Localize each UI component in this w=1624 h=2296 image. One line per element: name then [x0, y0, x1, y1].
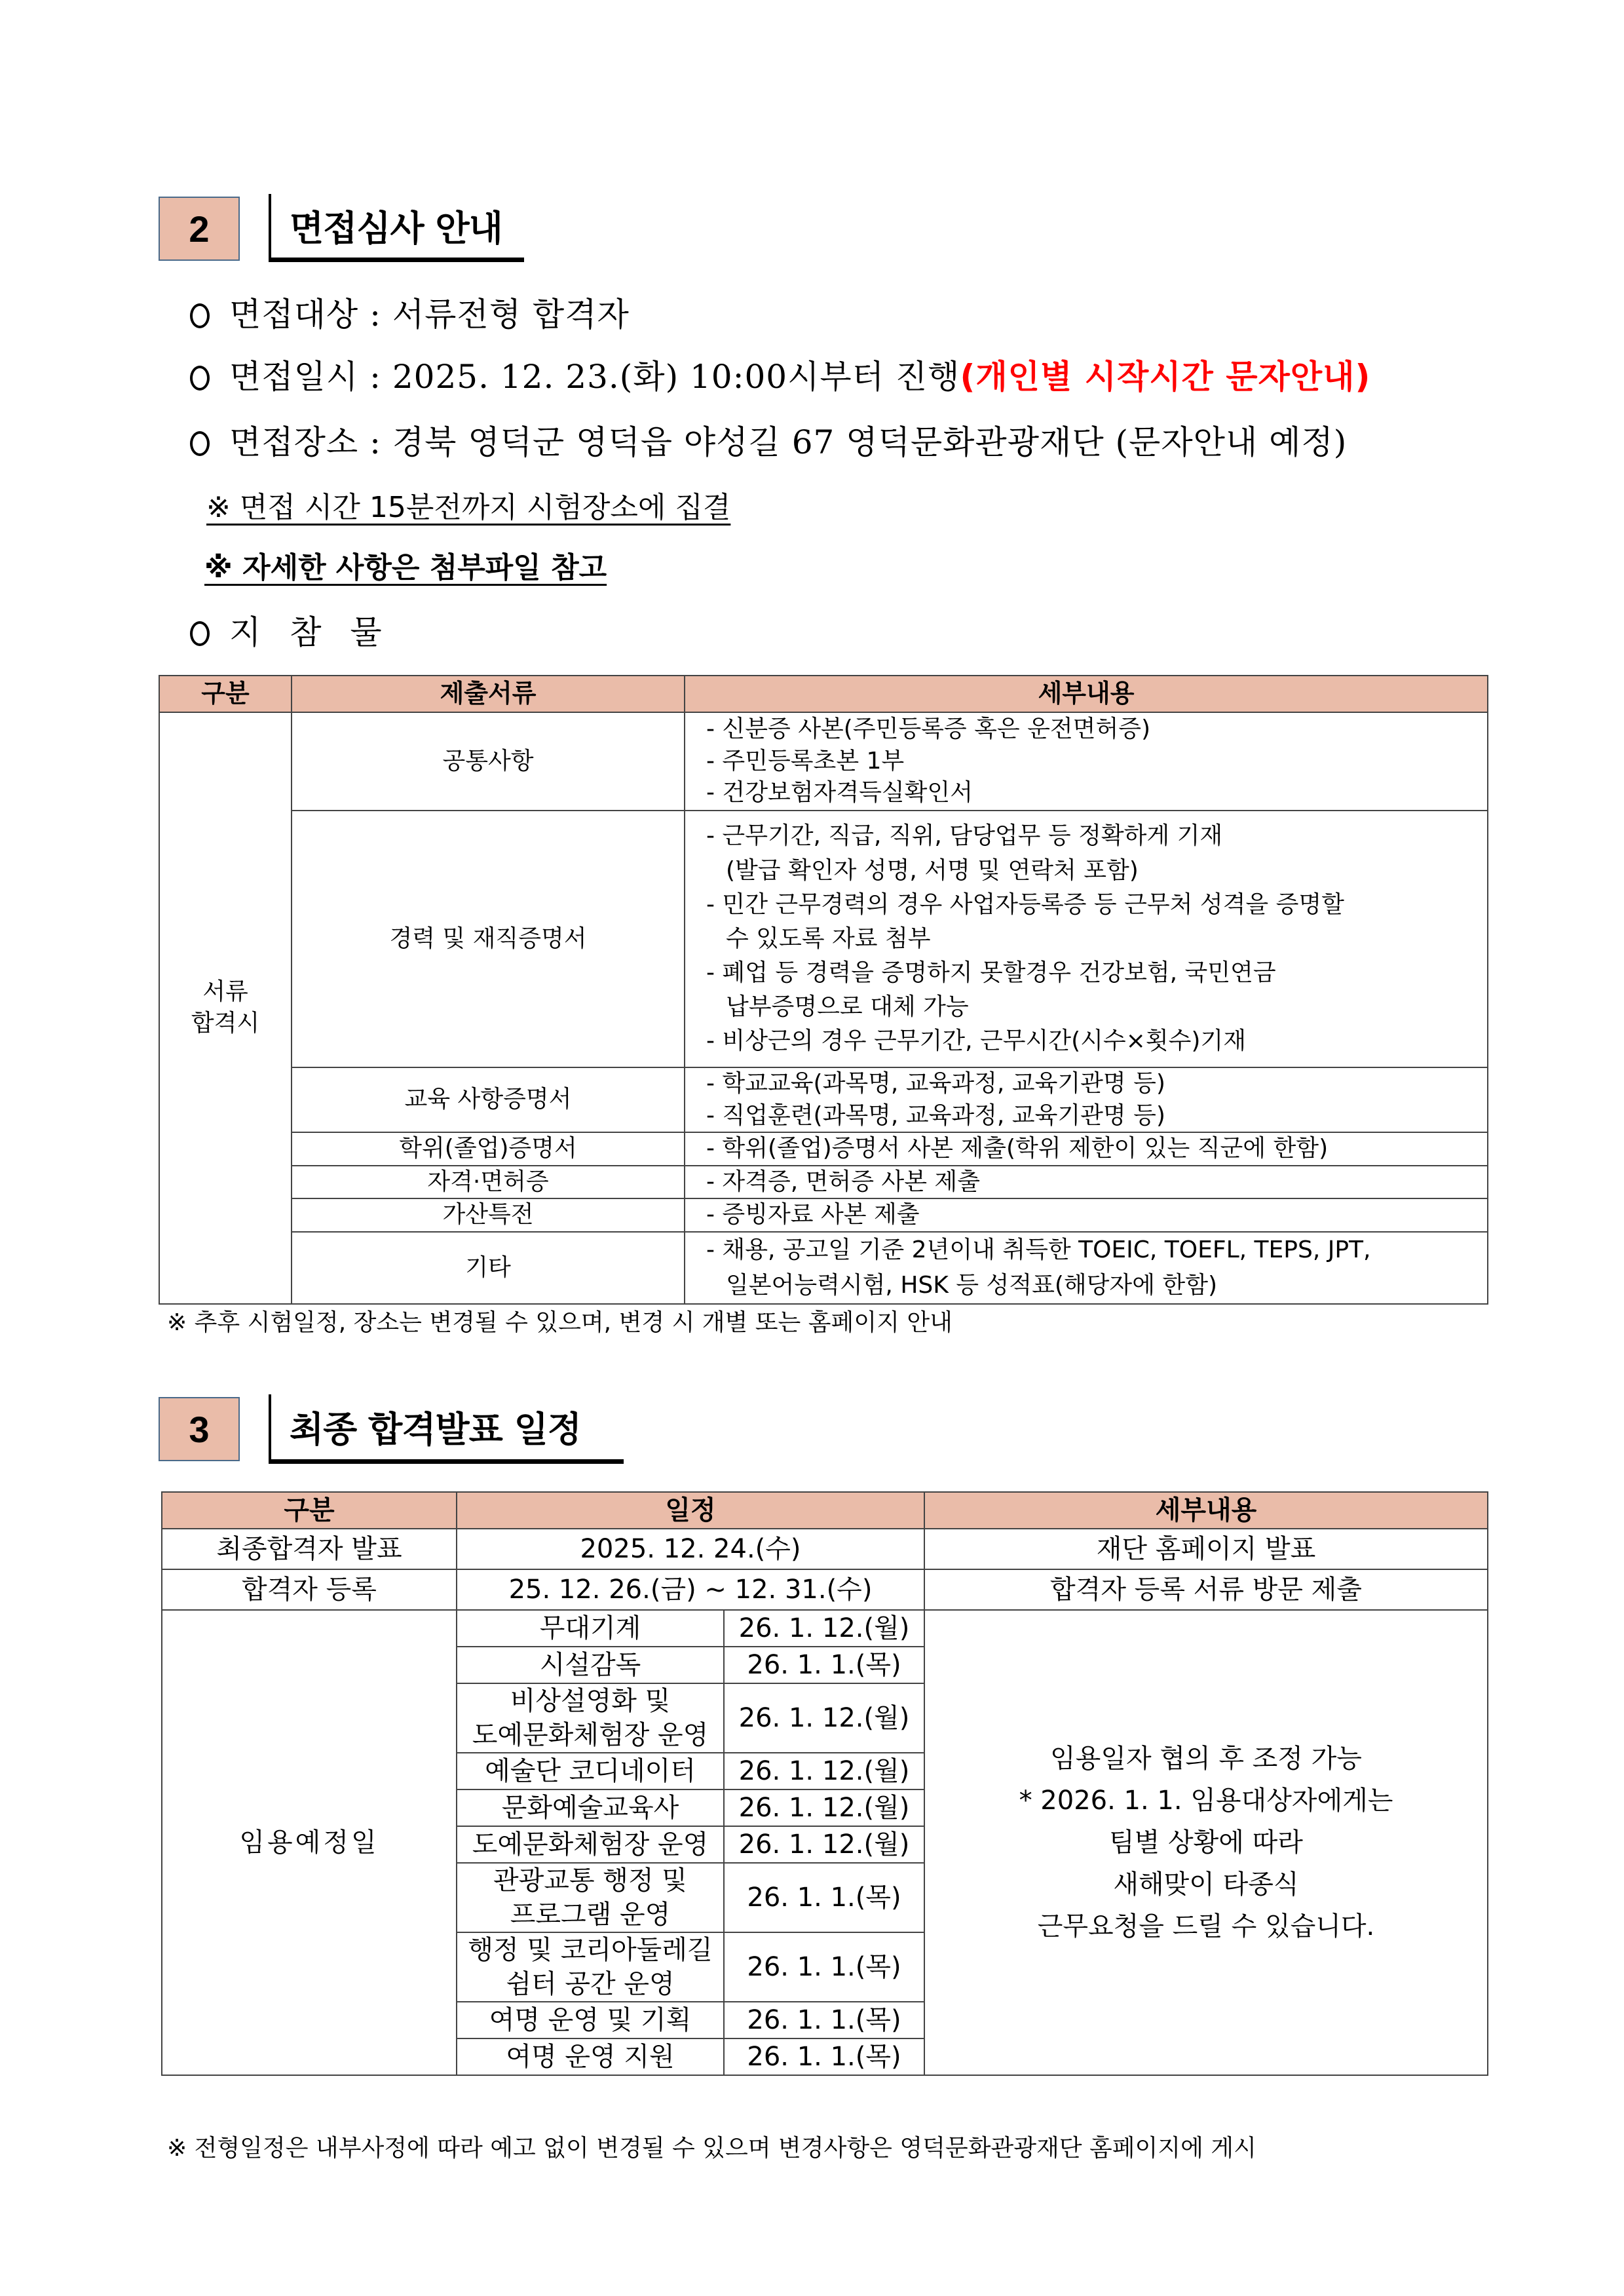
bullet-text: 면접대상 : 서류전형 합격자	[229, 296, 630, 334]
table-row	[159, 1067, 1488, 1132]
detail-cell: 재단 홈페이지 발표	[924, 1529, 1488, 1569]
doc-details	[685, 1198, 1488, 1232]
note-assembly-time: ※ 면접 시간 15분전까지 시험장소에 집결	[206, 491, 731, 524]
appointment-detail-cell	[924, 1610, 1488, 2075]
doc-name: 경력 및 재직증명서	[292, 811, 685, 1067]
doc-details	[685, 1067, 1488, 1132]
table-row	[159, 1166, 1488, 1199]
position-name: 도예문화체험장 운영	[457, 1826, 724, 1863]
footnote-schedule-notice: ※ 전형일정은 내부사정에 따라 예고 없이 변경될 수 있으며 변경사항은 영덕문화관광재단 홈페이지에 게시	[167, 2135, 1256, 2162]
detail-line: (발급 확인자 성명, 서명 및 연락처 포함)	[726, 856, 1139, 884]
table-row	[162, 1529, 1488, 1569]
circle-bullet-icon	[190, 366, 210, 391]
detail-line: 수 있도록 자료 첨부	[726, 925, 931, 952]
table-row	[162, 1610, 1488, 1647]
supplies-table	[159, 675, 1488, 1305]
doc-name: 교육 사항증명서	[292, 1067, 685, 1132]
detail-line: - 주민등록초본 1부	[706, 747, 905, 775]
section-number: 2	[189, 208, 210, 250]
bullet-interview-target	[190, 288, 630, 335]
name-line: 관광교통 행정 및	[493, 1866, 687, 1896]
header-details: 세부내용	[924, 1492, 1488, 1529]
final-schedule-table	[161, 1491, 1488, 2076]
doc-details	[685, 1132, 1488, 1166]
table-row	[159, 1232, 1488, 1304]
group-label: 서류	[202, 978, 248, 1005]
group-label: 합격시	[191, 1010, 260, 1037]
bullet-interview-datetime	[190, 351, 1370, 398]
doc-details	[685, 1166, 1488, 1199]
header-category: 구분	[162, 1492, 457, 1529]
position-date: 26. 1. 1.(목)	[724, 1647, 924, 1683]
position-name: 여명 운영 및 기획	[457, 2002, 724, 2038]
section-title-text: 면접심사 안내	[290, 208, 502, 249]
doc-details	[685, 712, 1488, 811]
position-date: 26. 1. 12.(월)	[724, 1610, 924, 1647]
footnote-schedule-change: ※ 추후 시험일정, 장소는 변경될 수 있으며, 변경 시 개별 또는 홈페이지 안내	[167, 1309, 953, 1336]
bullet-text: 지 참 물	[229, 613, 391, 651]
detail-line: 납부증명으로 대체 가능	[726, 993, 969, 1021]
doc-name: 가산특전	[292, 1198, 685, 1232]
detail-line: 임용일자 협의 후 조정 가능	[1050, 1744, 1362, 1774]
section-title	[269, 194, 524, 262]
detail-line: - 자격증, 면허증 사본 제출	[706, 1168, 980, 1195]
detail-line: - 학교교육(과목명, 교육과정, 교육기관명 등)	[706, 1070, 1165, 1097]
bullet-supplies	[190, 606, 391, 653]
detail-cell: 합격자 등록 서류 방문 제출	[924, 1569, 1488, 1610]
doc-name: 공통사항	[292, 712, 685, 811]
appointment-category-cell: 임용예정일	[162, 1610, 457, 2075]
schedule-cell: 25. 12. 26.(금) ~ 12. 31.(수)	[457, 1569, 924, 1610]
group-label-cell	[159, 712, 292, 1304]
table-row	[159, 811, 1488, 1067]
section-number: 3	[189, 1408, 210, 1450]
name-line: 프로그램 운영	[510, 1900, 671, 1930]
detail-line: - 채용, 공고일 기준 2년이내 취득한 TOEIC, TOEFL, TEPS, JPT,	[706, 1236, 1371, 1263]
position-name: 시설감독	[457, 1647, 724, 1683]
position-name	[457, 1932, 724, 2002]
bullet-text: 면접일시 : 2025. 12. 23.(화) 10:00시부터 진행	[229, 358, 960, 396]
detail-line: - 직업훈련(과목명, 교육과정, 교육기관명 등)	[706, 1101, 1165, 1129]
position-name: 여명 운영 지원	[457, 2038, 724, 2075]
name-line: 행정 및 코리아둘레길	[468, 1935, 713, 1965]
circle-bullet-icon	[190, 431, 210, 456]
position-date: 26. 1. 1.(목)	[724, 1932, 924, 2002]
category-cell: 최종합격자 발표	[162, 1529, 457, 1569]
bullet-interview-location	[190, 416, 1347, 463]
position-name: 무대기계	[457, 1610, 724, 1647]
position-date: 26. 1. 12.(월)	[724, 1683, 924, 1753]
position-name	[457, 1683, 724, 1753]
doc-name: 기타	[292, 1232, 685, 1304]
section-title	[269, 1394, 624, 1464]
category-cell: 합격자 등록	[162, 1569, 457, 1610]
schedule-cell: 2025. 12. 24.(수)	[457, 1529, 924, 1569]
header-documents: 제출서류	[292, 676, 685, 712]
detail-line: - 건강보험자격득실확인서	[706, 779, 973, 807]
detail-line: 근무요청을 드릴 수 있습니다.	[1037, 1911, 1375, 1942]
doc-name: 자격·면허증	[292, 1166, 685, 1199]
position-date: 26. 1. 1.(목)	[724, 1863, 924, 1932]
note-see-attachment: ※ 자세한 사항은 첨부파일 참고	[204, 551, 607, 584]
detail-line: - 민간 근무경력의 경우 사업자등록증 등 근무처 성격을 증명할	[706, 890, 1344, 918]
detail-line: - 비상근의 경우 근무기간, 근무시간(시수×횟수)기재	[706, 1027, 1246, 1055]
name-line: 쉼터 공간 운영	[506, 1969, 675, 1999]
highlight-notice: (개인별 시작시간 문자안내)	[960, 358, 1371, 396]
bullet-text: 면접장소 : 경북 영덕군 영덕읍 야성길 67 영덕문화관광재단 (문자안내 예정)	[229, 423, 1348, 461]
detail-line: * 2026. 1. 1. 임용대상자에게는	[1019, 1786, 1393, 1816]
position-date: 26. 1. 1.(목)	[724, 2038, 924, 2075]
header-details: 세부내용	[685, 676, 1488, 712]
detail-line: - 신분증 사본(주민등록증 혹은 운전면허증)	[706, 716, 1151, 743]
detail-line: - 증빙자료 사본 제출	[706, 1201, 920, 1229]
position-date: 26. 1. 12.(월)	[724, 1826, 924, 1863]
doc-details	[685, 811, 1488, 1067]
detail-line: - 근무기간, 직급, 직위, 담당업무 등 정확하게 기재	[706, 822, 1223, 850]
position-name	[457, 1863, 724, 1932]
position-date: 26. 1. 12.(월)	[724, 1753, 924, 1789]
position-name: 문화예술교육사	[457, 1789, 724, 1826]
detail-line: 일본어능력시험, HSK 등 성적표(해당자에 한함)	[726, 1271, 1218, 1299]
name-line: 도예문화체험장 운영	[472, 1720, 709, 1750]
section-title-text: 최종 합격발표 일정	[290, 1409, 581, 1450]
detail-line: - 학위(졸업)증명서 사본 제출(학위 제한이 있는 직군에 한함)	[706, 1135, 1329, 1162]
position-date: 26. 1. 1.(목)	[724, 2002, 924, 2038]
position-name: 예술단 코디네이터	[457, 1753, 724, 1789]
section-number-badge	[159, 1397, 240, 1461]
detail-line: 새해맞이 타종식	[1113, 1869, 1299, 1900]
doc-name: 학위(졸업)증명서	[292, 1132, 685, 1166]
position-date: 26. 1. 12.(월)	[724, 1789, 924, 1826]
section-number-badge	[159, 197, 240, 261]
name-line: 비상설영화 및	[510, 1686, 671, 1716]
detail-line: 팀별 상황에 따라	[1109, 1827, 1303, 1858]
header-schedule: 일정	[457, 1492, 924, 1529]
table-header-row	[162, 1492, 1488, 1529]
table-row	[159, 712, 1488, 811]
circle-bullet-icon	[190, 621, 210, 646]
table-row	[159, 1198, 1488, 1232]
table-header-row	[159, 676, 1488, 712]
table-row	[162, 1569, 1488, 1610]
header-category: 구분	[159, 676, 292, 712]
table-row	[159, 1132, 1488, 1166]
circle-bullet-icon	[190, 303, 210, 328]
detail-line: - 폐업 등 경력을 증명하지 못할경우 건강보험, 국민연금	[706, 959, 1276, 987]
doc-details	[685, 1232, 1488, 1304]
